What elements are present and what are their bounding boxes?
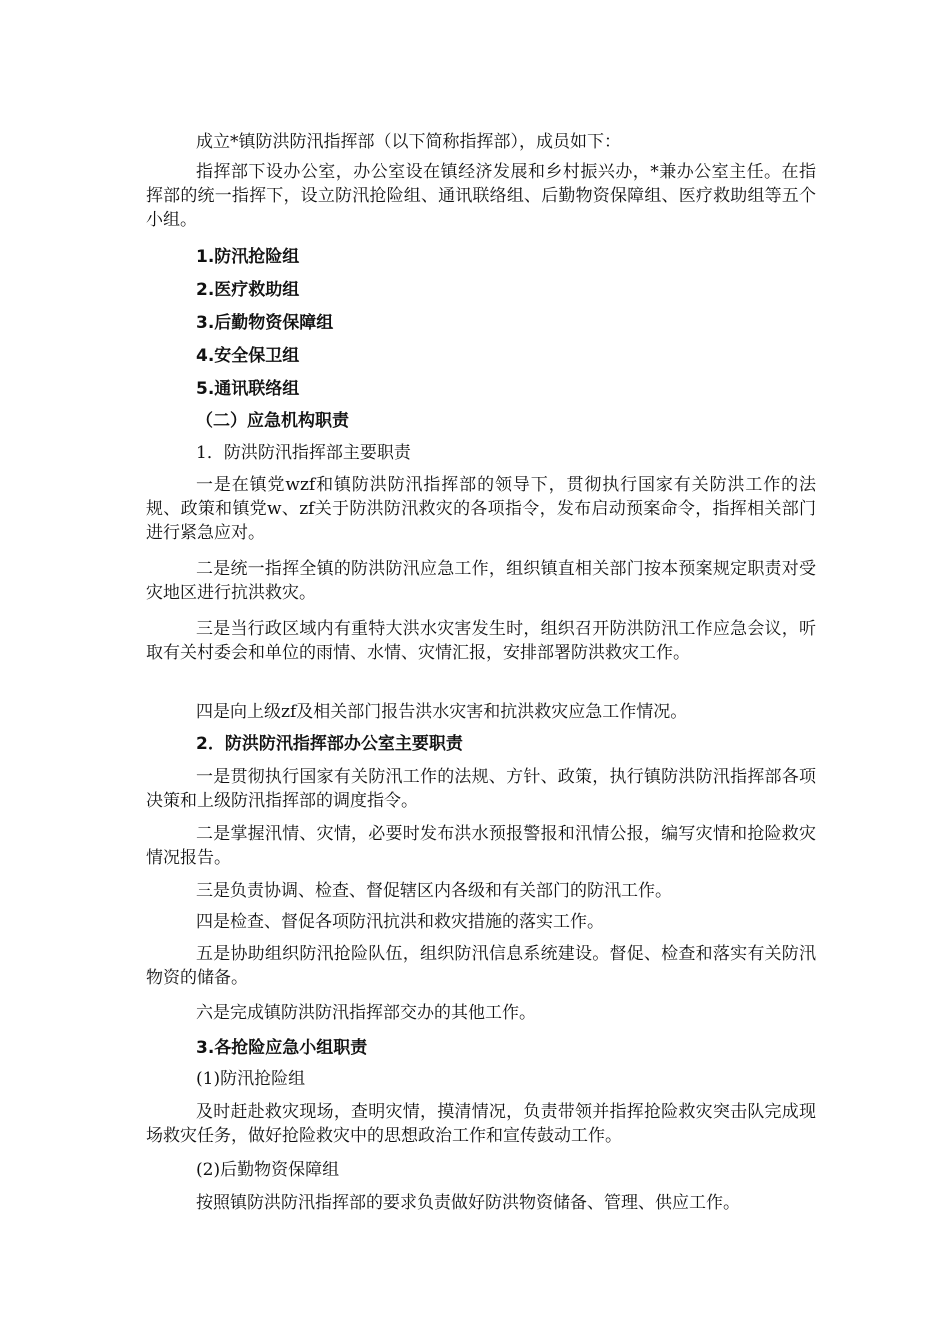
duty-paragraph: 按照镇防洪防汛指挥部的要求负责做好防洪物资储备、管理、供应工作。 <box>196 1193 740 1213</box>
duty-paragraph: 二是掌握汛情、灾情，必要时发布洪水预报警报和汛情公报，编写灾情和抢险救灾情况报告。 <box>146 824 816 868</box>
group-item-2: 2.医疗救助组 <box>196 280 300 300</box>
group-item-3: 3.后勤物资保障组 <box>196 313 334 333</box>
duty-paragraph: 四是向上级zf及相关部门报告洪水灾害和抗洪救灾应急工作情况。 <box>196 702 688 722</box>
section-heading-2: （二）应急机构职责 <box>196 411 349 431</box>
group-heading: (2)后勤物资保障组 <box>196 1160 340 1180</box>
group-item-4: 4.安全保卫组 <box>196 346 300 366</box>
duty-paragraph: 三是负责协调、检查、督促辖区内各级和有关部门的防汛工作。 <box>196 881 672 901</box>
duty-paragraph: 一是在镇党wzf和镇防洪防汛指挥部的领导下，贯彻执行国家有关防洪工作的法规、政策和镇党w、zf关于防洪防汛救灾的各项指令，发布启动预案命令，指挥相关部门进行紧急应对。 <box>146 475 816 543</box>
duty-paragraph: 三是当行政区域内有重特大洪水灾害发生时，组织召开防洪防汛工作应急会议，听取有关村委会和单位的雨情、水情、灾情汇报，安排部署防洪救灾工作。 <box>146 619 816 663</box>
group-heading: (1)防汛抢险组 <box>196 1069 306 1089</box>
duty-paragraph: 一是贯彻执行国家有关防汛工作的法规、方针、政策，执行镇防洪防汛指挥部各项决策和上级防汛指挥部的调度指令。 <box>146 767 816 811</box>
duty-paragraph: 五是协助组织防汛抢险队伍，组织防汛信息系统建设。督促、检查和落实有关防汛物资的储备。 <box>146 944 816 988</box>
subheading-3: 3.各抢险应急小组职责 <box>196 1038 368 1058</box>
duty-paragraph: 及时赶赴救灾现场，查明灾情，摸清情况，负责带领并指挥抢险救灾突击队完成现场救灾任务，做好抢险救灾中的思想政治工作和宣传鼓动工作。 <box>146 1102 816 1146</box>
paragraph-office: 指挥部下设办公室，办公室设在镇经济发展和乡村振兴办，*兼办公室主任。在指挥部的统一指挥下，设立防汛抢险组、通讯联络组、后勤物资保障组、医疗救助组等五个小组。 <box>146 162 816 230</box>
subheading-1: 1．防洪防汛指挥部主要职责 <box>196 443 411 463</box>
duty-paragraph: 四是检查、督促各项防汛抗洪和救灾措施的落实工作。 <box>196 912 604 932</box>
paragraph-intro: 成立*镇防洪防汛指挥部（以下简称指挥部），成员如下： <box>196 132 621 152</box>
group-item-5: 5.通讯联络组 <box>196 379 300 399</box>
group-item-1: 1.防汛抢险组 <box>196 247 300 267</box>
duty-paragraph: 二是统一指挥全镇的防洪防汛应急工作，组织镇直相关部门按本预案规定职责对受灾地区进行抗洪救灾。 <box>146 559 816 603</box>
duty-paragraph: 六是完成镇防洪防汛指挥部交办的其他工作。 <box>196 1003 536 1023</box>
subheading-2: 2．防洪防汛指挥部办公室主要职责 <box>196 734 463 754</box>
